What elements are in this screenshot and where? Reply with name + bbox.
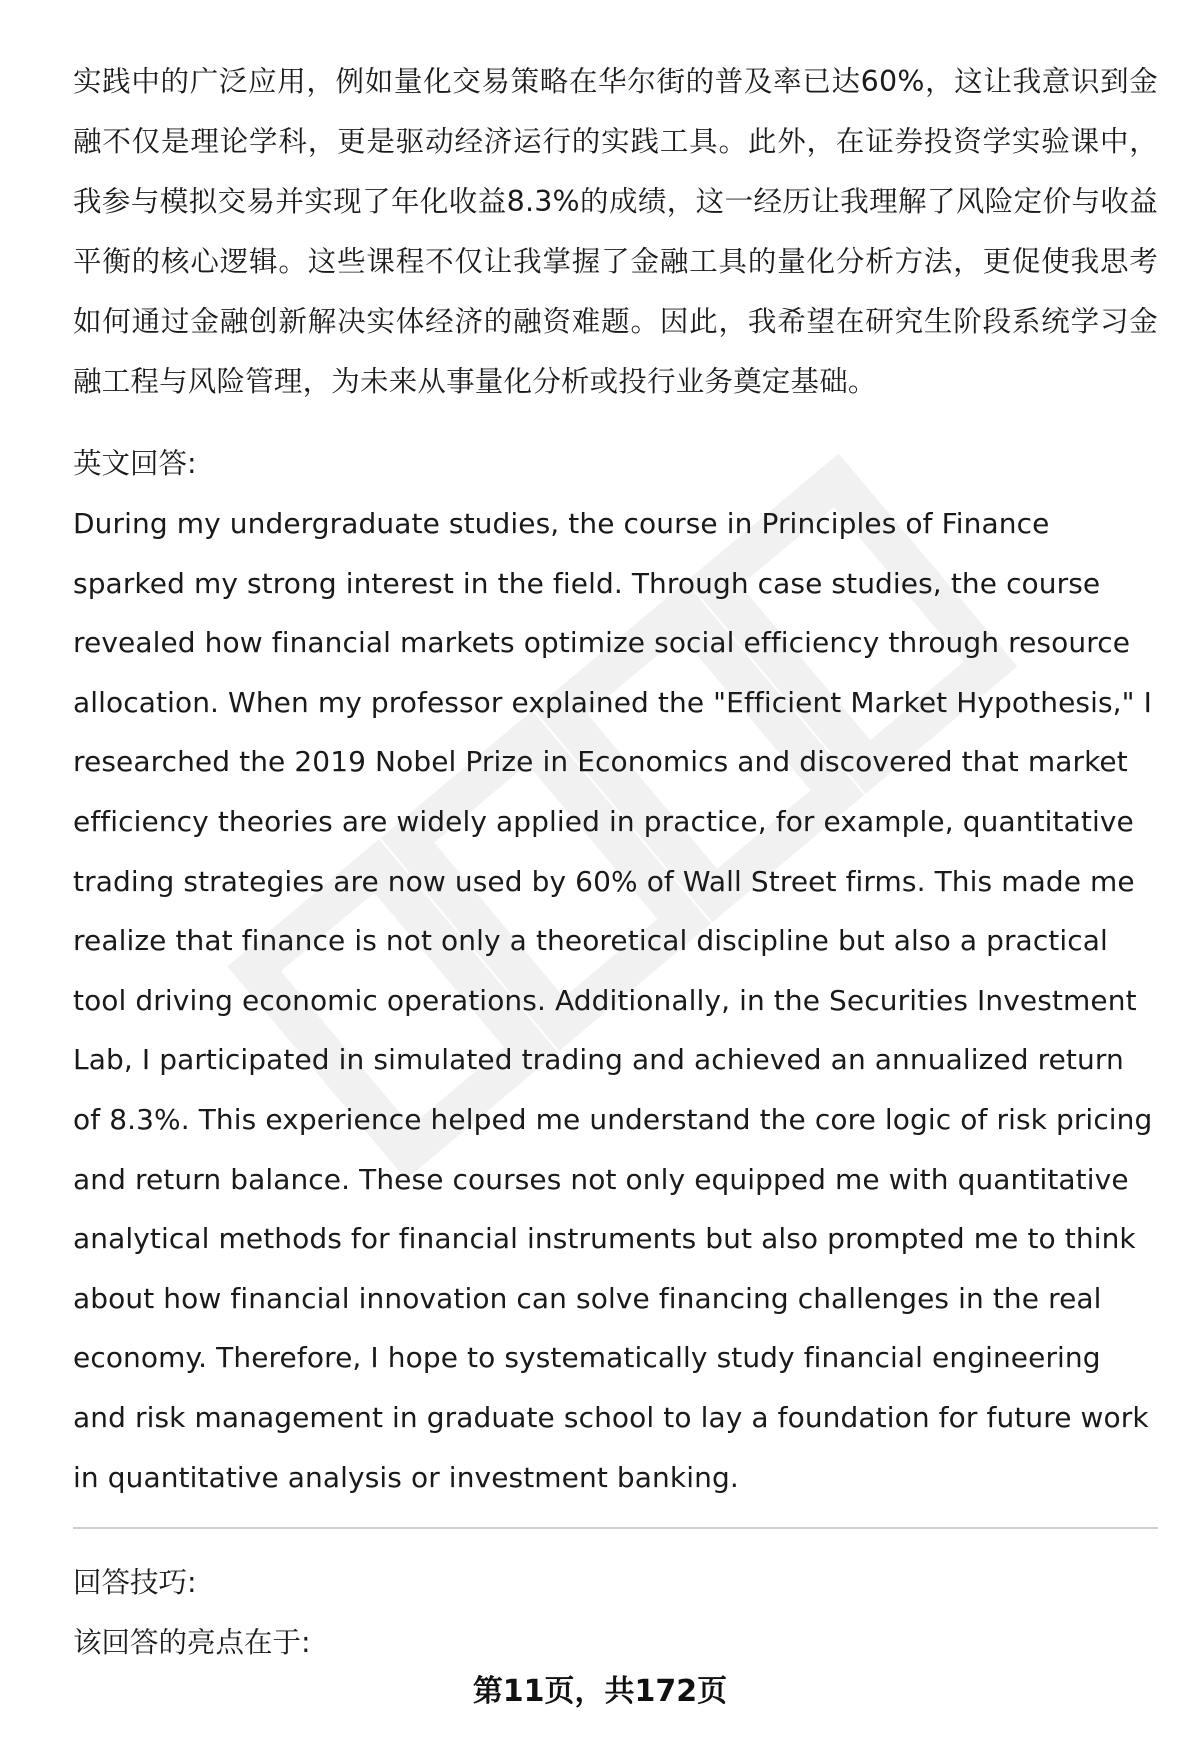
chinese-answer-paragraph: 实践中的广泛应用，例如量化交易策略在华尔街的普及率已达60%，这让我意识到金融不仅是理论学科，更是驱动经济运行的实践工具。此外，在证券投资学实验课中，我参与模拟交易并实现了年化收益8.3%的成绩，这一经历让我理解了风险定价与收益平衡的核心逻辑。这些课程不仅让我掌握了金融工具的量化分析方法，更促使我思考如何通过金融创新解决实体经济的融资难题。因此，我希望在研究生阶段系统学习金融工程与风险管理，为未来从事量化分析或投行业务奠定基础。: [73, 65, 1158, 398]
answer-tips-label: 回答技巧:: [73, 1566, 197, 1600]
english-answer-label: 英文回答:: [73, 447, 197, 480]
page-indicator: 第11页，共172页: [472, 1674, 728, 1709]
section-divider: [73, 1527, 1158, 1529]
highlights-label: 该回答的亮点在于:: [73, 1626, 311, 1660]
document-content: [73, 52, 1158, 1673]
english-answer-paragraph: During my undergraduate studies, the course in Principles of Finance sparked my strong interest in the field. Through case studies, the course revealed how financial markets optimize social efficiency through resource allocation. When my professor explained the "Efficient Market Hypothesis," I researched the 2019 Nobel Prize in Economics and discovered that market efficiency theories are widely applied in practice, for example, quantitative trading strategies are now used by 60% of Wall Street firms. This made me realize that finance is not only a theoretical discipline but also a practical tool driving economic operations. Additionally, in the Securities Investment Lab, I participated in simulated trading and achieved an annualized return of 8.3%. This experience helped me understand the core logic of risk pricing and return balance. These courses not only equipped me with quantitative analytical methods for financial instruments but also prompted me to think about how financial innovation can solve financing challenges in the real economy. Therefore, I hope to systematically study financial engineering and risk management in graduate school to lay a foundation for future work in quantitative analysis or investment banking.: [73, 507, 1153, 1494]
